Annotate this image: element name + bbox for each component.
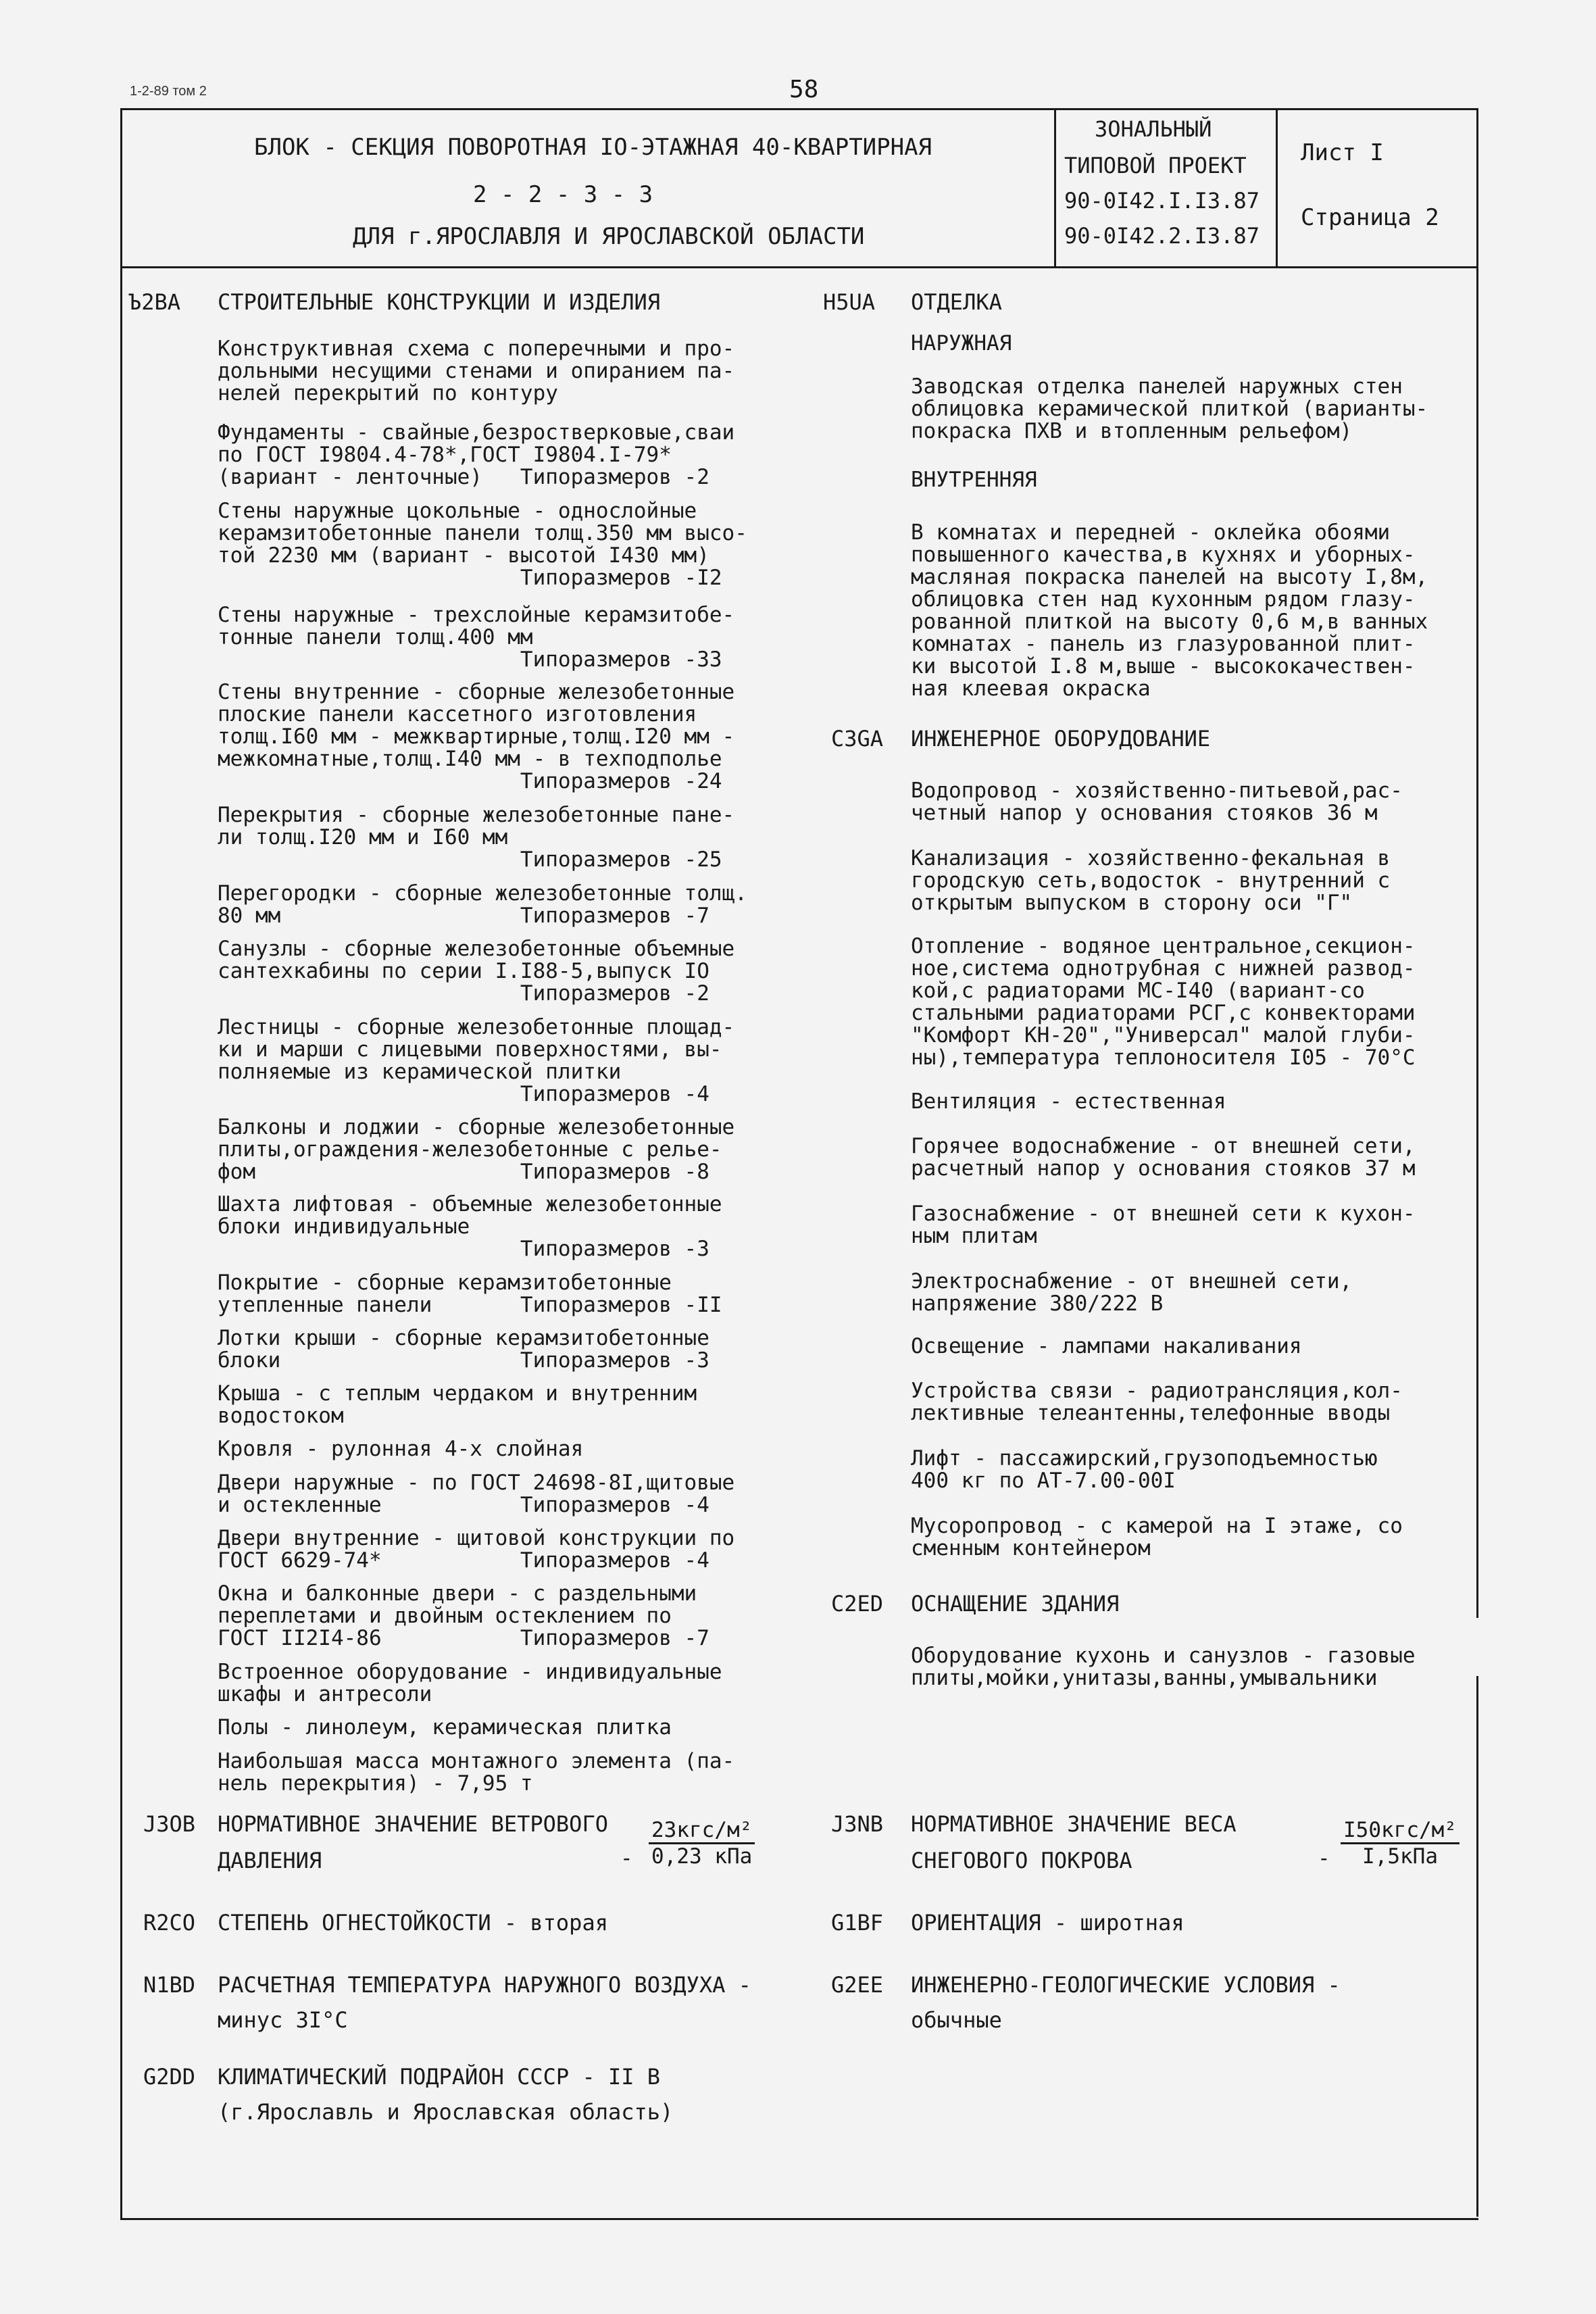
external-finishing: Заводская отделка панелей наружных стен облицовка керамической плиткой (варианты- покраска ПХВ и втопленным рельефом) <box>911 374 1428 443</box>
design-temperature-2: минус 3I°С <box>218 2007 348 2033</box>
wind-pressure-kgf: 23кгс/м² <box>649 1818 755 1844</box>
header-title-line3: ДЛЯ г.ЯРОСЛАВЛЯ И ЯРОСЛАВСКОЙ ОБЛАСТИ <box>353 223 865 250</box>
elevator: Лифт - пассажирский,грузоподъемностью 400 кг по АТ-7.00-00I <box>911 1446 1378 1493</box>
structure-scheme: Конструктивная схема с поперечными и про- дольными несущими стенами и опиранием па- нелей перекрытий по контуру <box>218 337 735 405</box>
design-temperature-1: РАСЧЕТНАЯ ТЕМПЕРАТУРА НАРУЖНОГО ВОЗДУХА - <box>218 1972 751 1998</box>
sewerage: Канализация - хозяйственно-фекальная в городскую сеть,водосток - внутренний с открытым выпуском в сторону оси "Г" <box>911 846 1391 915</box>
roofing: Кровля - рулонная 4-х слойная <box>218 1437 584 1461</box>
sheet-label: Лист I <box>1301 139 1384 166</box>
wind-pressure-value <box>649 1818 755 1869</box>
project-code-2: 90-0I42.2.I3.87 <box>1064 223 1260 249</box>
roof-trays: Лотки крыши - сборные керамзитобетонные блоки Типоразмеров -3 <box>218 1326 709 1373</box>
geology-1: ИНЖЕНЕРНО-ГЕОЛОГИЧЕСКИЕ УСЛОВИЯ - <box>911 1972 1341 1998</box>
snow-load-value <box>1341 1818 1460 1869</box>
water-supply: Водопровод - хозяйственно-питьевой,рас- четный напор у основания стояков 36 м <box>911 779 1403 825</box>
balconies: Балконы и лоджии - сборные железобетонные плиты,ограждения-железобетонные с релье- фом Типоразмеров -8 <box>218 1115 735 1184</box>
internal-walls: Стены внутренние - сборные железобетонные плоские панели кассетного изготовления толщ.I60 мм - межквартирные,толщ.I20 мм - межкомнатные,толщ.I40 мм - в техподполье Типоразмеров -24 <box>218 680 735 793</box>
section-code-engineering: С3GА <box>831 726 884 752</box>
internal-doors: Двери внутренние - щитовой конструкции по ГОСТ 6629-74* Типоразмеров -4 <box>218 1526 735 1573</box>
floors: Полы - линолеум, керамическая плитка <box>218 1715 672 1740</box>
section-heading-equipment: ОСНАЩЕНИЕ ЗДАНИЯ <box>911 1591 1120 1617</box>
max-element-mass: Наибольшая масса монтажного элемента (па- нель перекрытия) - 7,95 т <box>218 1749 735 1796</box>
wind-pressure-kpa: 0,23 кПа <box>651 1844 753 1869</box>
page-number: 58 <box>789 76 819 103</box>
wind-label-2: ДАВЛЕНИЯ <box>218 1848 322 1873</box>
hot-water: Горячее водоснабжение - от внешней сети, расчетный напор у основания стояков 37 м <box>911 1134 1416 1181</box>
fire-resistance: СТЕПЕНЬ ОГНЕСТОЙКОСТИ - вторая <box>218 1910 608 1936</box>
project-type-line1: ЗОНАЛЬНЫЙ <box>1095 116 1212 142</box>
snow-dash: - <box>1318 1846 1330 1871</box>
ventilation: Вентиляция - естественная <box>911 1089 1226 1114</box>
partitions: Перегородки - сборные железобетонные толщ. 80 мм Типоразмеров -7 <box>218 881 747 928</box>
heating: Отопление - водяное центральное,секцион- ное,система однотрубная с нижней развод- кой,с радиаторами МС-I40 (вариант-со стальными радиаторами РСГ,с конвекторами "Комфорт КН-20","Универсал" малой глуби- ны),температура теплоносителя I05 - 70°С <box>911 934 1416 1070</box>
body-left-border <box>120 266 122 2219</box>
snow-code: J3NВ <box>831 1811 884 1837</box>
header-top-border <box>120 108 1478 110</box>
header-divider-1 <box>1054 108 1056 268</box>
header-left-border <box>120 108 122 268</box>
header-divider-2 <box>1276 108 1278 268</box>
header-bottom-border <box>120 266 1478 268</box>
section-heading-engineering: ИНЖЕНЕРНОЕ ОБОРУДОВАНИЕ <box>911 726 1211 752</box>
climate-code: G2DD <box>143 2064 196 2090</box>
external-walls: Стены наружные - трехслойные керамзитобе- тонные панели толщ.400 мм Типоразмеров -33 <box>218 603 735 672</box>
windows: Окна и балконные двери - с раздельными переплетами и двойным остеклением по ГОСТ II2I4-86 Типоразмеров -7 <box>218 1581 709 1650</box>
subheading-internal: ВНУТРЕННЯЯ <box>911 468 1037 492</box>
sanitary-units: Санузлы - сборные железобетонные объемные сантехкабины по серии I.I88-5,выпуск IO Типоразмеров -2 <box>218 937 735 1006</box>
section-code-finishing: Н5UА <box>823 289 876 315</box>
basement-walls: Стены наружные цокольные - однослойные керамзитобетонные панели толщ.350 мм высо- той 2230 мм (вариант - высотой I430 мм) Типоразмеров -I2 <box>218 499 747 590</box>
project-type-line2: ТИПОВОЙ ПРОЕКТ <box>1064 153 1247 178</box>
orientation-code: G1ВF <box>831 1910 884 1936</box>
geology-2: обычные <box>911 2007 1002 2033</box>
header-title-line2: 2 - 2 - 3 - 3 <box>473 181 653 208</box>
wind-label-1: НОРМАТИВНОЕ ЗНАЧЕНИЕ ВЕТРОВОГО <box>218 1811 608 1837</box>
header-right-border <box>1476 108 1478 268</box>
body-right-border-upper <box>1476 266 1478 1618</box>
climate-subregion-2: (г.Ярославль и Ярославская область) <box>218 2099 674 2125</box>
building-equipment: Оборудование кухонь и санузлов - газовые плиты,мойки,унитазы,ванны,умывальники <box>911 1644 1416 1690</box>
orientation: ОРИЕНТАЦИЯ - широтная <box>911 1910 1184 1936</box>
snow-load-kpa: I,5кПа <box>1362 1844 1438 1869</box>
body-bottom-border <box>120 2218 1478 2220</box>
built-in-equipment: Встроенное оборудование - индивидуальные шкафы и антресоли <box>218 1660 722 1706</box>
communications: Устройства связи - радиотрансляция,кол- лективные телеантенны,телефонные вводы <box>911 1379 1403 1425</box>
stairs: Лестницы - сборные железобетонные площад- ки и марши с лицевыми поверхностями, вы- полняемые из керамической плитки Типоразмеров -4 <box>218 1015 735 1106</box>
external-doors: Двери наружные - по ГОСТ 24698-8I,щитовые и остекленные Типоразмеров -4 <box>218 1471 735 1517</box>
fire-code: R2СО <box>143 1910 196 1936</box>
wind-code: J3ОВ <box>143 1811 196 1837</box>
snow-load-kgf: I50кгс/м² <box>1341 1818 1460 1844</box>
garbage-chute: Мусоропровод - с камерой на I этаже, со сменным контейнером <box>911 1514 1403 1560</box>
project-code-1: 90-0I42.I.I3.87 <box>1064 188 1260 214</box>
temperature-code: N1ВD <box>143 1972 196 1998</box>
section-heading-finishing: ОТДЕЛКА <box>911 289 1002 315</box>
power-supply: Электроснабжение - от внешней сети, напряжение 380/222 В <box>911 1269 1353 1316</box>
gas-supply: Газоснабжение - от внешней сети к кухон- ным плитам <box>911 1202 1416 1248</box>
section-code-structures: Ъ2ВА <box>128 289 181 315</box>
snow-label-1: НОРМАТИВНОЕ ЗНАЧЕНИЕ ВЕСА <box>911 1811 1237 1837</box>
lighting: Освещение - лампами накаливания <box>911 1334 1302 1358</box>
subheading-external: НАРУЖНАЯ <box>911 331 1012 355</box>
roof: Крыша - с теплым чердаком и внутренним водостоком <box>218 1381 697 1428</box>
section-code-equipment: С2ЕD <box>831 1591 884 1617</box>
internal-finishing: В комнатах и передней - оклейка обоями повышенного качества,в кухнях и уборных- масляная покраска панелей на высоту I,8м, облицовка стен над кухонным рядом глазу- рованной плиткой на высоту 0,6 м,в ванных комнатах - панель из глазурованной плит- ки высотой I.8 м,выше - высококачествен- ная клеевая окраска <box>911 520 1428 701</box>
snow-label-2: СНЕГОВОГО ПОКРОВА <box>911 1848 1132 1873</box>
doc-reference: 1-2-89 том 2 <box>130 84 207 99</box>
page-label: Страница 2 <box>1301 204 1439 231</box>
climate-subregion-1: КЛИМАТИЧЕСКИЙ ПОДРАЙОН СССР - II В <box>218 2064 661 2090</box>
floor-slabs: Перекрытия - сборные железобетонные пане- ли толщ.I20 мм и I60 мм Типоразмеров -25 <box>218 803 735 872</box>
roof-covering: Покрытие - сборные керамзитобетонные утепленные панели Типоразмеров -II <box>218 1271 722 1317</box>
lift-shaft: Шахта лифтовая - объемные железобетонные блоки индивидуальные Типоразмеров -3 <box>218 1192 722 1261</box>
body-right-border-lower <box>1476 1676 1478 2217</box>
geology-code: G2ЕЕ <box>831 1972 884 1998</box>
foundations: Фундаменты - свайные,безростверковые,сваи по ГОСТ I9804.4-78*,ГОСТ I9804.I-79* (вариант - ленточные) Типоразмеров -2 <box>218 420 735 489</box>
header-title-line1: БЛОК - СЕКЦИЯ ПОВОРОТНАЯ IO-ЭТАЖНАЯ 40-КВАРТИРНАЯ <box>254 134 932 161</box>
wind-dash: - <box>620 1846 633 1871</box>
section-heading-structures: СТРОИТЕЛЬНЫЕ КОНСТРУКЦИИ И ИЗДЕЛИЯ <box>218 289 661 315</box>
